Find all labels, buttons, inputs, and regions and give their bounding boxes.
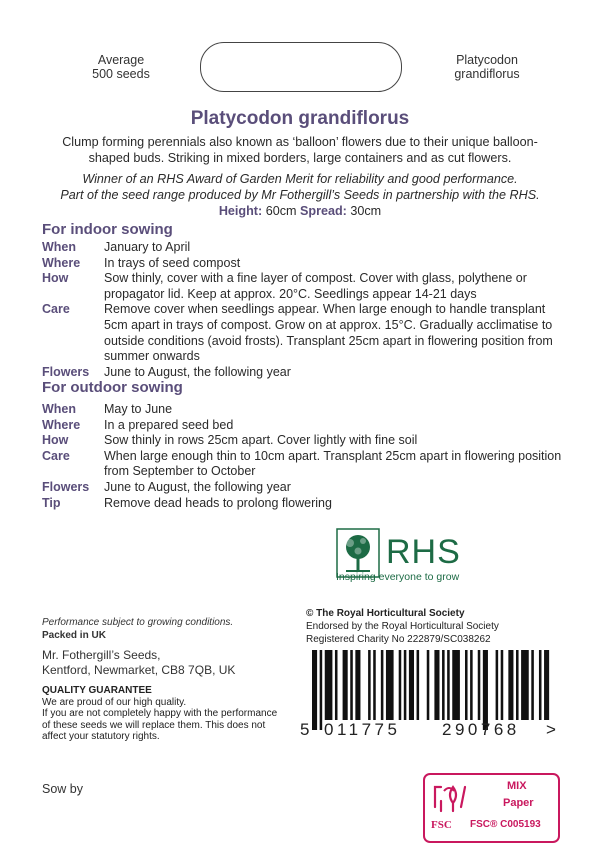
outdoor-row-text: When large enough thin to 10cm apart. Transplant 25cm apart in flowering position from September to October bbox=[104, 448, 562, 479]
indoor-row-text: Remove cover when seedlings appear. When large enough to handle transplant 5cm apart in trays of compost. Grow on at approx. 15°C. Gradually acclimatise to outside conditions (avoid frosts). Transplant 25cm apart in flowering position from summer onwards bbox=[104, 302, 553, 364]
barcode-bar bbox=[404, 650, 407, 720]
barcode-bar bbox=[470, 650, 473, 720]
indoor-row-text: June to August, the following year bbox=[104, 364, 291, 379]
height-value: 60cm bbox=[265, 204, 297, 218]
barcode-bar bbox=[320, 650, 323, 730]
barcode-bar bbox=[452, 650, 460, 720]
indoor-row-where bbox=[42, 256, 562, 272]
indoor-row-label: Care bbox=[42, 302, 70, 317]
rhs-copyright: © The Royal Horticultural Society bbox=[306, 608, 465, 619]
indoor-row-when bbox=[42, 240, 562, 256]
indoor-row-text: Sow thinly, cover with a fine layer of compost. Cover with glass, polythene or propagator lid. Keep at approx. 20°C. Seedlings appear 14-21 days bbox=[104, 271, 527, 301]
spread-value: 30cm bbox=[350, 204, 382, 218]
barcode-bar bbox=[373, 650, 376, 720]
barcode-bar bbox=[427, 650, 430, 720]
header-species-line2: grandiflorus bbox=[454, 67, 520, 81]
rhs-tagline: Inspiring everyone to grow bbox=[336, 571, 460, 583]
barcode-bar bbox=[465, 650, 468, 720]
barcode-bar bbox=[447, 650, 450, 720]
sow-by-label: Sow by bbox=[42, 782, 83, 796]
barcode-bar bbox=[343, 650, 348, 720]
packet-window bbox=[200, 42, 402, 92]
barcode-group-2: 290768 bbox=[442, 720, 520, 739]
rhs-wordmark: RHS bbox=[386, 533, 461, 571]
outdoor-row-text: In a prepared seed bed bbox=[104, 417, 234, 432]
outdoor-row-label: Where bbox=[42, 417, 81, 432]
performance-note: Performance subject to growing conditions. bbox=[42, 617, 234, 628]
outdoor-row-label: Care bbox=[42, 448, 70, 463]
outdoor-row-text: June to August, the following year bbox=[104, 480, 291, 494]
award-line: Winner of an RHS Award of Garden Merit for reliability and good performance. bbox=[82, 172, 518, 186]
page-title: Platycodon grandiflorus bbox=[190, 108, 410, 129]
barcode-bar bbox=[368, 650, 371, 720]
barcode bbox=[300, 650, 558, 738]
barcode-bar bbox=[501, 650, 504, 720]
barcode-bar bbox=[539, 650, 542, 720]
qg-line: We are proud of our high quality. bbox=[42, 696, 187, 708]
barcode-bar bbox=[335, 650, 338, 720]
address bbox=[42, 648, 235, 678]
barcode-bar bbox=[417, 650, 420, 720]
outdoor-row-label: When bbox=[42, 402, 77, 416]
barcode-bar bbox=[442, 650, 445, 720]
outdoor-row-how bbox=[42, 433, 562, 449]
seed-count-label: Average bbox=[97, 53, 145, 67]
fsc-mark: FSC bbox=[431, 819, 452, 831]
indoor-heading: For indoor sowing bbox=[42, 221, 173, 238]
fsc-badge bbox=[423, 773, 560, 843]
fsc-tree-icon bbox=[431, 781, 469, 815]
header-species-line1: Platycodon bbox=[456, 53, 518, 67]
outdoor-row-label: Flowers bbox=[42, 480, 90, 494]
outdoor-row-care bbox=[42, 449, 562, 480]
indoor-row-care bbox=[42, 302, 562, 364]
barcode-bar bbox=[434, 650, 439, 720]
outdoor-row-tip bbox=[42, 496, 562, 512]
barcode-bar bbox=[516, 650, 519, 720]
indoor-row-label: When bbox=[42, 240, 77, 254]
description bbox=[50, 134, 550, 166]
barcode-bar bbox=[381, 650, 384, 720]
barcode-bar bbox=[508, 650, 513, 720]
outdoor-heading: For outdoor sowing bbox=[42, 379, 183, 396]
barcode-bars bbox=[300, 650, 558, 730]
award-line: Part of the seed range produced by Mr Fothergill’s Seeds in partnership with the RHS. bbox=[60, 187, 540, 202]
fsc-code: FSC® C005193 bbox=[470, 819, 541, 830]
barcode-bar bbox=[478, 650, 481, 720]
indoor-row-label: Where bbox=[42, 255, 81, 270]
outdoor-row-when bbox=[42, 402, 562, 418]
barcode-bar bbox=[325, 650, 333, 720]
rhs-endorsed: Endorsed by the Royal Horticultural Society bbox=[306, 621, 499, 632]
outdoor-row-text: Sow thinly in rows 25cm apart. Cover lightly with fine soil bbox=[104, 433, 418, 448]
qg-line: of these seeds we will replace them. This does not bbox=[42, 719, 266, 731]
barcode-bar bbox=[544, 650, 549, 720]
outdoor-row-text: Remove dead heads to prolong flowering bbox=[104, 495, 332, 510]
qg-line: affect your statutory rights. bbox=[42, 731, 160, 742]
barcode-bar bbox=[350, 650, 353, 720]
description-line: Clump forming perennials also known as ‘balloon’ flowers due to their unique balloon- bbox=[62, 135, 538, 149]
spread-label: Spread: bbox=[299, 204, 347, 218]
barcode-bar bbox=[355, 650, 360, 720]
barcode-bar bbox=[521, 650, 529, 720]
barcode-bar bbox=[531, 650, 534, 720]
rhs-charity: Registered Charity No 222879/SC038262 bbox=[306, 634, 491, 645]
outdoor-row-flowers bbox=[42, 480, 562, 496]
outdoor-row-text: May to June bbox=[104, 402, 173, 416]
fsc-paper: Paper bbox=[503, 797, 534, 809]
seed-count bbox=[66, 53, 176, 81]
outdoor-row-label: Tip bbox=[42, 495, 61, 510]
outdoor-row-label: How bbox=[42, 433, 69, 448]
barcode-bar bbox=[399, 650, 402, 720]
barcode-group-1: 011775 bbox=[324, 720, 401, 739]
barcode-bar bbox=[409, 650, 414, 720]
barcode-marker: > bbox=[546, 720, 556, 739]
description-line: shaped buds. Striking in mixed borders, large containers and as cut flowers. bbox=[88, 151, 512, 165]
qg-title: QUALITY GUARANTEE bbox=[42, 685, 152, 696]
barcode-bar bbox=[386, 650, 394, 720]
barcode-bar bbox=[483, 650, 488, 730]
packed-in: Packed in UK bbox=[42, 630, 106, 641]
seed-count-value: 500 seeds bbox=[92, 67, 150, 81]
barcode-first-digit: 5 bbox=[300, 720, 310, 739]
indoor-row-label: How bbox=[42, 271, 69, 286]
fsc-mix: MIX bbox=[507, 780, 527, 792]
indoor-row-how bbox=[42, 271, 562, 302]
quality-guarantee bbox=[42, 685, 277, 743]
height-spread bbox=[0, 204, 600, 218]
award-text bbox=[50, 172, 550, 203]
header-species bbox=[432, 53, 542, 81]
indoor-row-label: Flowers bbox=[42, 364, 90, 379]
indoor-row-text: In trays of seed compost bbox=[104, 255, 241, 270]
outdoor-row-where bbox=[42, 418, 562, 434]
height-label: Height: bbox=[218, 204, 263, 218]
address-line: Mr. Fothergill’s Seeds, bbox=[42, 648, 161, 662]
barcode-bar bbox=[312, 650, 317, 730]
indoor-row-text: January to April bbox=[104, 240, 191, 254]
address-line: Kentford, Newmarket, CB8 7QB, UK bbox=[42, 663, 236, 677]
barcode-bar bbox=[496, 650, 499, 720]
qg-line: If you are not completely happy with the performance bbox=[42, 708, 278, 719]
